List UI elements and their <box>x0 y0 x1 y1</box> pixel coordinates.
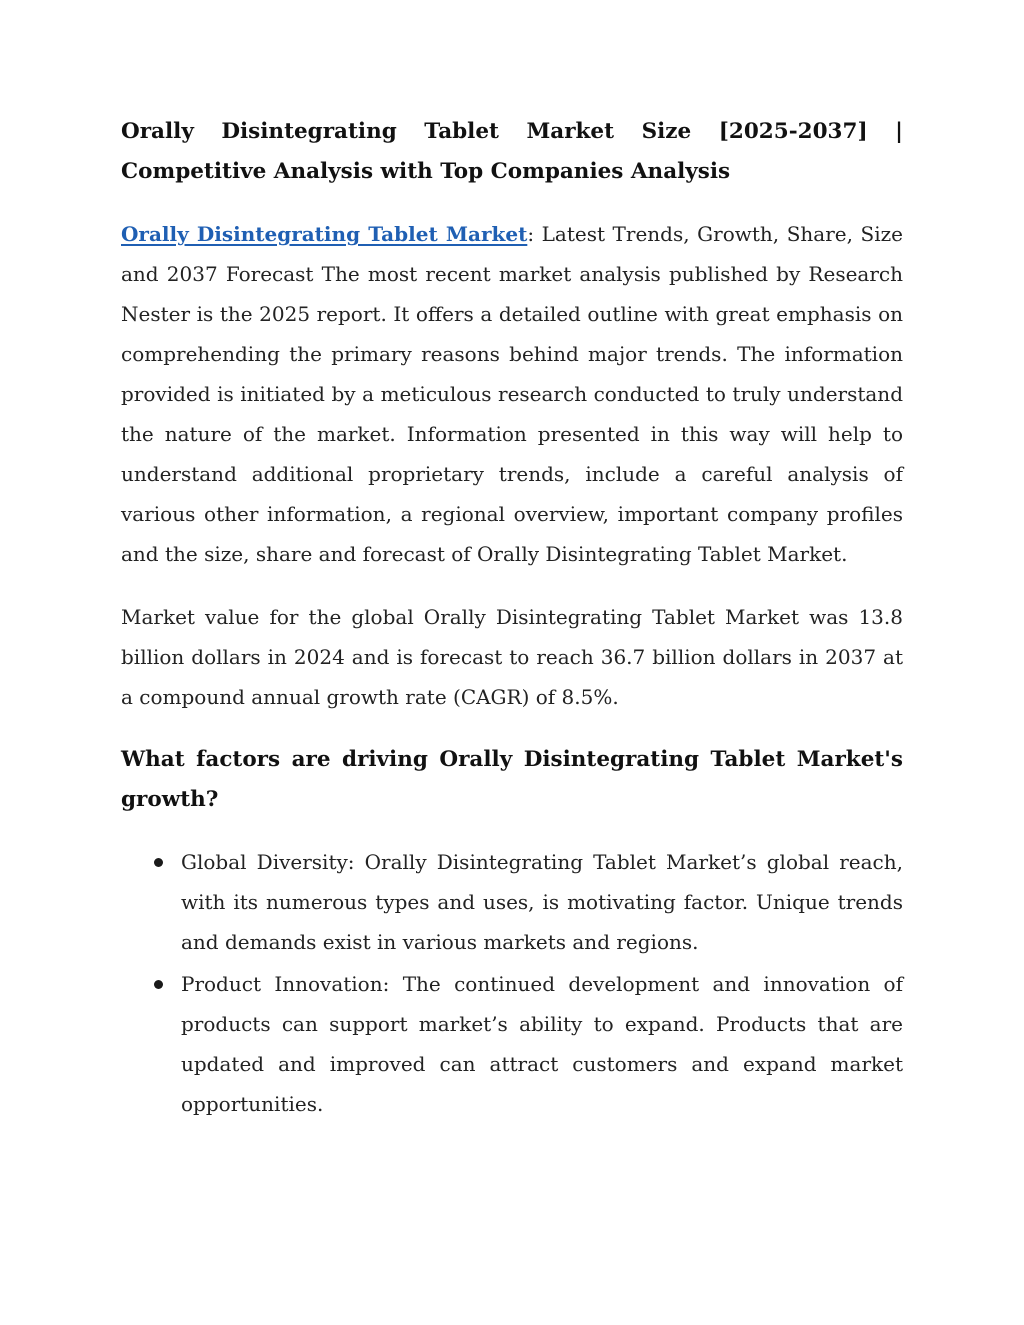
list-item-text: Global Diversity: Orally Disintegrating Tablet Market’s global reach, with its numerous types and uses, is motivating factor. Unique trends and demands exist in various markets and regions. <box>181 850 903 954</box>
market-link[interactable]: Orally Disintegrating Tablet Market <box>121 222 528 246</box>
list-item-text: Product Innovation: The continued development and innovation of products can support market’s ability to expand. Products that are updated and improved can attract customers and expand market opportunities. <box>181 972 903 1116</box>
list-item <box>181 964 903 1124</box>
factors-heading: What factors are driving Orally Disintegrating Tablet Market's growth? <box>121 747 903 812</box>
factors-list <box>121 842 903 1124</box>
bullet-icon <box>154 858 163 867</box>
document-page <box>121 112 903 1126</box>
list-item <box>181 842 903 962</box>
intro-text: : Latest Trends, Growth, Share, Size and 2037 Forecast The most recent market analysis published by Research Nester is the 2025 report. It offers a detailed outline with great emphasis on comprehending the primary reasons behind major trends. The information provided is initiated by a meticulous research conducted to truly understand the nature of the market. Information presented in this way will help to understand additional proprietary trends, include a careful analysis of various other information, a regional overview, important company profiles and the size, share and forecast of Orally Disintegrating Tablet Market. <box>121 222 903 566</box>
market-value-paragraph: Market value for the global Orally Disintegrating Tablet Market was 13.8 billion dollars in 2024 and is forecast to reach 36.7 billion dollars in 2037 at a compound annual growth rate (CAGR) of 8.5%. <box>121 605 903 709</box>
document-title: Orally Disintegrating Tablet Market Size [2025-2037] | Competitive Analysis with Top Companies Analysis <box>121 119 903 184</box>
bullet-icon <box>154 980 163 989</box>
intro-paragraph <box>121 214 903 574</box>
